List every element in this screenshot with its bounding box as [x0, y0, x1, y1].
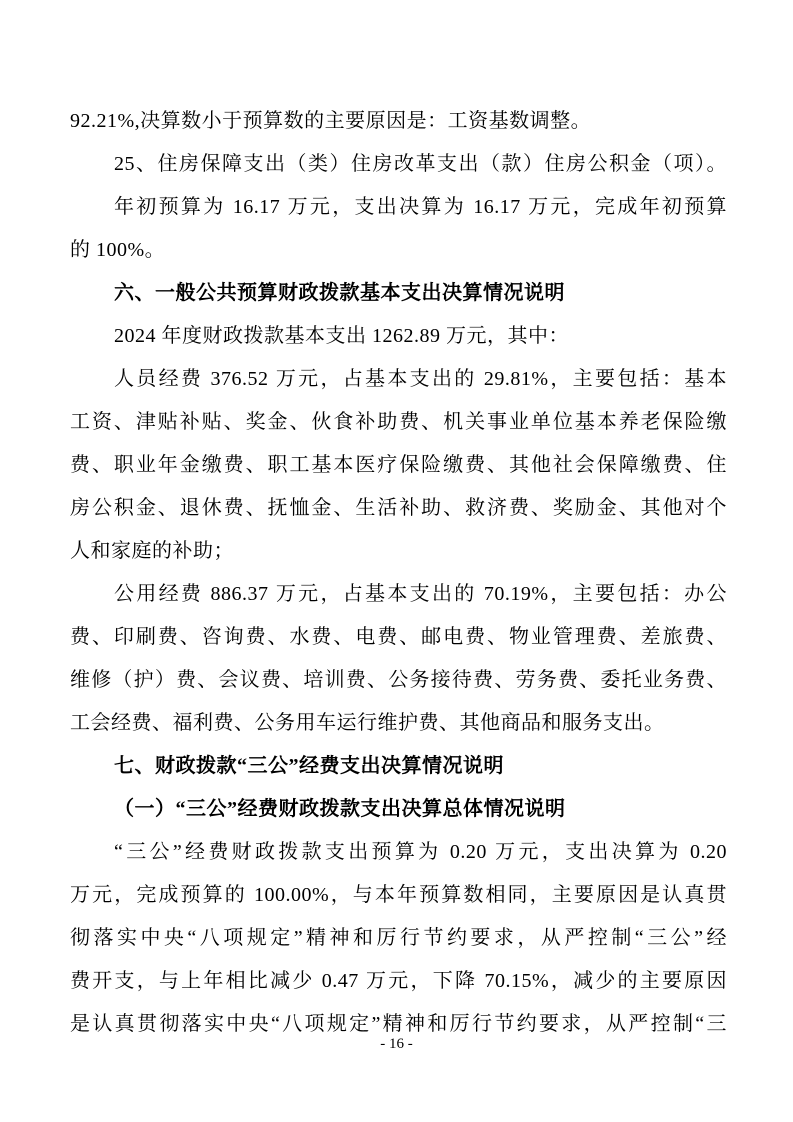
- paragraph-line: 费开支，与上年相比减少 0.47 万元，下降 70.15%，减少的主要原因: [70, 970, 727, 992]
- page-number: - 16 -: [380, 1036, 413, 1052]
- heading-subsection-7-1: （一）“三公”经费财政拨款支出决算总体情况说明: [114, 798, 566, 820]
- paragraph-line: 年初预算为 16.17 万元，支出决算为 16.17 万元，完成年初预算: [114, 196, 727, 218]
- paragraph-line: 万元，完成预算的 100.00%，与本年预算数相同，主要原因是认真贯: [70, 884, 727, 906]
- document-body: [70, 100, 727, 1046]
- paragraph-line: 维修（护）费、会议费、培训费、公务接待费、劳务费、委托业务费、: [70, 669, 727, 691]
- paragraph-line: 是认真贯彻落实中央“八项规定”精神和厉行节约要求，从严控制“三: [70, 1013, 727, 1035]
- paragraph-line: 92.21%,决算数小于预算数的主要原因是：工资基数调整。: [70, 110, 592, 132]
- paragraph-line: 工资、津贴补贴、奖金、伙食补助费、机关事业单位基本养老保险缴: [70, 411, 727, 433]
- heading-section-6: 六、一般公共预算财政拨款基本支出决算情况说明: [114, 282, 565, 304]
- paragraph-line: 25、住房保障支出（类）住房改革支出（款）住房公积金（项）。: [114, 153, 727, 175]
- heading-section-7: 七、财政拨款“三公”经费支出决算情况说明: [114, 755, 504, 777]
- paragraph-line: “三公”经费财政拨款支出预算为 0.20 万元，支出决算为 0.20: [114, 841, 727, 863]
- paragraph-line: 人员经费 376.52 万元，占基本支出的 29.81%，主要包括：基本: [114, 368, 727, 390]
- paragraph-line: 2024 年度财政拨款基本支出 1262.89 万元，其中：: [114, 325, 569, 347]
- paragraph-line: 房公积金、退休费、抚恤金、生活补助、救济费、奖励金、其他对个: [70, 497, 727, 519]
- paragraph-line: 的 100%。: [70, 239, 166, 261]
- paragraph-line: 费、印刷费、咨询费、水费、电费、邮电费、物业管理费、差旅费、: [70, 626, 727, 648]
- paragraph-line: 工会经费、福利费、公务用车运行维护费、其他商品和服务支出。: [70, 712, 665, 734]
- paragraph-line: 彻落实中央“八项规定”精神和厉行节约要求，从严控制“三公”经: [70, 927, 727, 949]
- paragraph-line: 人和家庭的补助；: [70, 540, 234, 562]
- paragraph-line: 费、职业年金缴费、职工基本医疗保险缴费、其他社会保障缴费、住: [70, 454, 727, 476]
- paragraph-line: 公用经费 886.37 万元，占基本支出的 70.19%，主要包括：办公: [114, 583, 727, 605]
